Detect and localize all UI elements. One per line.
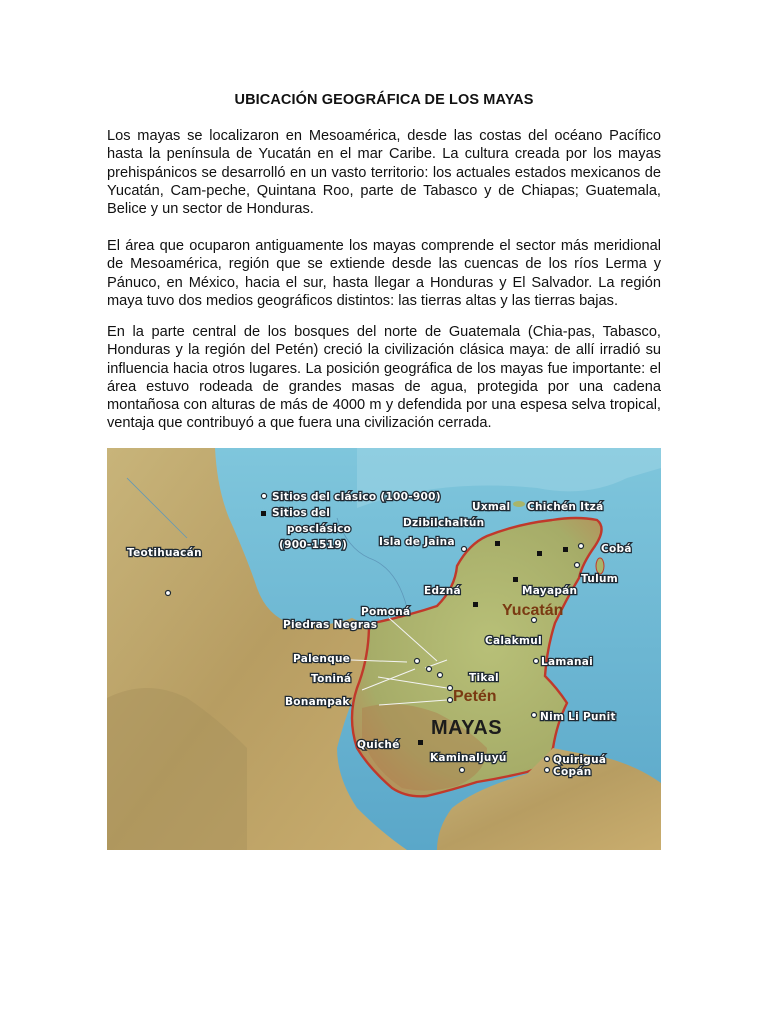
site-label-isla-de-jaina: Isla de Jaina [379,536,455,548]
site-label-tonina: Toniná [311,673,352,685]
site-label-tulum: Tulum [581,573,618,585]
site-label-tikal: Tikal [469,672,499,684]
site-label-lamanai: Lamanai [541,656,594,668]
site-label-edzna: Edzná [424,585,461,597]
paragraph-3: En la parte central de los bosques del norte de Guatemala (Chia-pas, Tabasco, Honduras y la región del Petén) creció la civilización clásica maya: de allí irradió su influencia hacia otros lugares. La posición geográfica de los mayas fue importante: el área estuvo rodeada de grandes masas de agua, protegida por una cadena montañosa con alturas de más de 4000 m y defendida por una espesa selva tropical, ventaja que contribuyó a que fuera una civilización cerrada. [107,324,661,432]
paragraph-1: Los mayas se localizaron en Mesoamérica, desde las costas del océano Pacífico hasta la península de Yucatán en el mar Caribe. La cultura creada por los mayas prehispánicos se desarrolló en un vasto territorio: los actuales estados mexicanos de Yucatán, Cam-peche, Quintana Roo, parte de Tabasco y de Chiapas; Guatemala, Belice y un sector de Honduras. [107,128,661,218]
site-label-quiche: Quiché [357,739,400,751]
maya-region-map [107,448,661,850]
paragraph-2: El área que ocuparon antiguamente los mayas comprende el sector más meridional de Mesoamérica, región que se extiende desde las cuencas de los ríos Lerma y Pánuco, en México, hacia el sur, hasta llegar a Honduras y El Salvador. La región maya tuvo dos medios geográficos distintos: las tierras altas y las tierras bajas. [107,238,661,309]
legend-classic: Sitios del clásico (100-900) [272,491,441,503]
site-label-dzibilchaltun: Dzibilchaltún [403,517,485,529]
site-label-nim-li-punit: Nim Li Punit [540,711,616,723]
site-label-chichen-itza: Chichén Itzá [527,501,604,513]
legend-postclassic-1: Sitios del [272,507,331,519]
region-label-mayas: MAYAS [431,717,503,739]
site-label-uxmal: Uxmal [472,501,511,513]
site-label-teotihuacan: Teotihuacán [127,547,202,559]
legend-postclassic-2: posclásico [287,523,352,535]
site-label-coba: Cobá [601,543,632,555]
site-label-quirigua: Quiriguá [553,754,607,766]
site-label-calakmul: Calakmul [485,635,542,647]
site-label-pomona: Pomoná [361,606,411,618]
site-label-bonampak: Bonampak [285,696,350,708]
site-label-mayapan: Mayapán [522,585,578,597]
legend-postclassic-3: (900-1519) [279,539,348,551]
site-label-kaminaljuyu: Kaminaljuyú [430,752,507,764]
region-label-peten: Petén [453,688,497,705]
site-label-palenque: Palenque [293,653,351,665]
site-label-piedras-negras: Piedras Negras [283,619,378,631]
document-title: UBICACIÓN GEOGRÁFICA DE LOS MAYAS [234,92,534,108]
site-label-copan: Copán [553,766,592,778]
region-label-yucatan: Yucatán [502,602,564,619]
